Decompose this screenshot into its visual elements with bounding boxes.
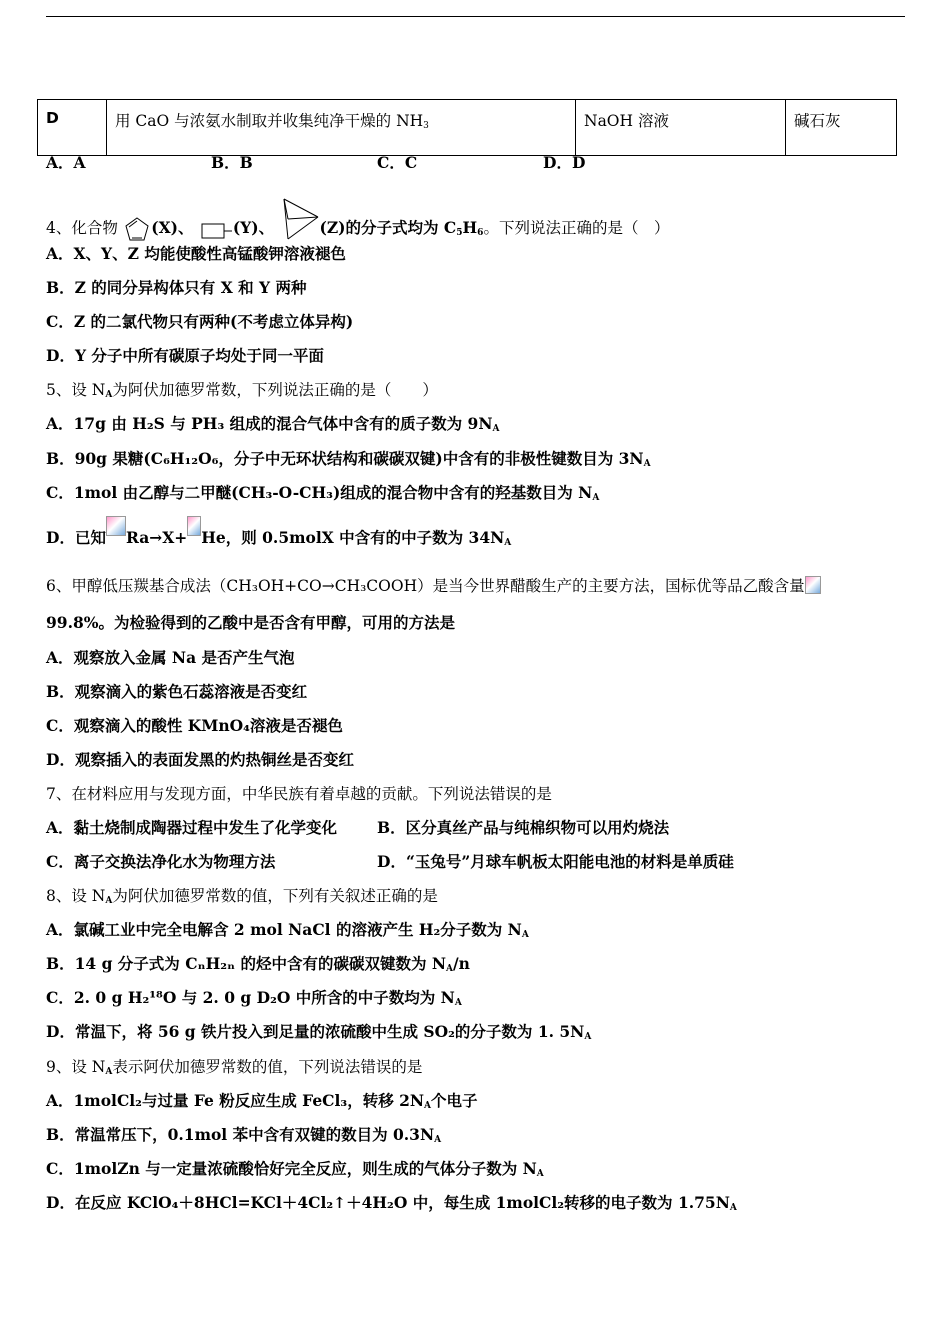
q5-option-c: C．1mol 由乙醇与二甲醚(CH₃-O-CH₃)组成的混合物中含有的羟基数目为 $N_A$ (46, 483, 600, 503)
q9-option-b: B．常温常压下，0.1mol 苯中含有双键的数目为 $0.3N_A$ (46, 1125, 442, 1145)
q3-option-a: A．A (46, 153, 86, 172)
q6-option-a: A．观察放入金属 Na 是否产生气泡 (46, 648, 295, 667)
q6-option-d: D．观察插入的表面发黑的灼热铜丝是否变红 (46, 750, 354, 769)
q6-stem-line2: 99.8%。为检验得到的乙酸中是否含有甲醇，可用的方法是 (46, 613, 455, 632)
q6-option-b: B．观察滴入的紫色石蕊溶液是否变红 (46, 682, 308, 701)
q8-option-d: D．常温下，将 56 g 铁片投入到足量的浓硫酸中生成 SO₂的分子数为 1. $5N_A$ (46, 1022, 592, 1042)
q5-stem: 5、设 $N_A$为阿伏加德罗常数，下列说法正确的是（ ） (46, 381, 438, 400)
q7-option-d: D．“玉兔号”月球车帆板太阳能电池的材料是单质硅 (377, 852, 734, 871)
q9-stem: 9、设 $N_A$表示阿伏加德罗常数的值，下列说法错误的是 (46, 1058, 423, 1077)
q3-option-d: D．D (543, 153, 586, 172)
q6-stem-line1: 6、甲醇低压羰基合成法（CH₃OH+CO→CH₃COOH）是当今世界醋酸生产的主要方法，国标优等品乙酸含量 (46, 576, 821, 596)
q6-option-c: C．观察滴入的酸性 KMnO₄溶液是否褪色 (46, 716, 343, 735)
bicyclopentene-icon (280, 197, 320, 243)
q3-option-b: B．B (211, 153, 253, 172)
q9-option-a: A．1molCl₂与过量 Fe 粉反应生成 FeCl₃，转移 $2N_A$个电子 (46, 1091, 478, 1111)
q9-option-c: C．1molZn 与一定量浓硫酸恰好完全反应，则生成的气体分子数为 $N_A$ (46, 1159, 544, 1179)
cyclopentadiene-icon (123, 215, 151, 243)
q7-option-a: A．黏土烧制成陶器过程中发生了化学变化 (46, 818, 338, 837)
q8-option-b: B．14 g 分子式为 CₙH₂ₙ 的烃中含有的碳碳双键数为 $N_A/n$ (46, 954, 470, 974)
formula-image-icon (805, 576, 821, 594)
isotope-image-icon (106, 516, 126, 536)
q7-stem: 7、在材料应用与发现方面，中华民族有着卓越的贡献。下列说法错误的是 (46, 785, 552, 803)
q7-option-b: B．区分真丝产品与纯棉织物可以用灼烧法 (377, 818, 670, 837)
options-table (37, 99, 897, 156)
methylenecyclobutene-icon (199, 217, 233, 241)
q5-option-b: B．90g 果糖(C₆H₁₂O₆，分子中无环状结构和碳碳双键)中含有的非极性键数目为 $3N_A$ (46, 449, 651, 469)
header-rule (46, 16, 905, 17)
q8-stem: 8、设 $N_A$为阿伏加德罗常数的值，下列有关叙述正确的是 (46, 887, 438, 906)
method-cell: 用 CaO 与浓氨水制取并收集纯净干燥的 $NH_3$ (107, 100, 576, 156)
reagent-cell: NaOH 溶液 (576, 100, 786, 156)
drying-cell: 碱石灰 (786, 100, 897, 156)
q4-stem: 4、化合物 (X)、 (Y)、 (Z)的分子式均为 $C_5H_6$。下列说法正确的是（ ） (46, 197, 669, 243)
q4-option-d: D．Y 分子中所有碳原子均处于同一平面 (46, 346, 324, 365)
q8-option-a: A．氯碱工业中完全电解含 2 mol NaCl 的溶液产生 H₂分子数为 $N_A$ (46, 920, 529, 940)
q9-option-d: D．在反应 KClO₄＋8HCl=KCl＋4Cl₂↑＋4H₂O 中，每生成 1molCl₂转移的电子数为 $1.75N_A$ (46, 1193, 737, 1213)
isotope-image-icon (187, 516, 201, 536)
q5-option-d: D．已知 Ra→X+ He，则 0.5molX 中含有的中子数为 $34N_A$ (46, 516, 511, 565)
q4-option-b: B．Z 的同分异构体只有 X 和 Y 两种 (46, 278, 307, 297)
q4-option-c: C．Z 的二氯代物只有两种(不考虑立体异构) (46, 312, 354, 331)
q7-option-c: C．离子交换法净化水为物理方法 (46, 852, 276, 871)
table-row (38, 100, 897, 156)
q5-option-a: A．17g 由 H₂S 与 PH₃ 组成的混合气体中含有的质子数为 $9N_A$ (46, 414, 500, 434)
row-label: D (38, 100, 107, 156)
q8-option-c: C．2. 0 g H₂¹⁸O 与 2. 0 g D₂O 中所含的中子数均为 $N_A$ (46, 988, 462, 1008)
q4-option-a: A．X、Y、Z 均能使酸性高锰酸钾溶液褪色 (46, 244, 346, 263)
q3-option-c: C．C (377, 153, 418, 172)
